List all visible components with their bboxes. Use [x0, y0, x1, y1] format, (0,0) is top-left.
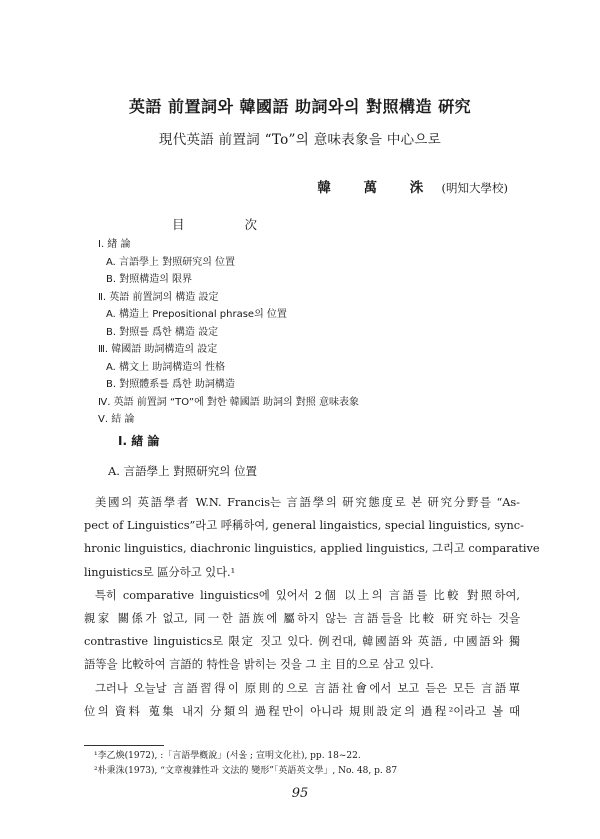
body-line: pect of Linguistics”라고 呼稱하여, general lingaistics, special linguistics, sync- — [84, 519, 524, 533]
page-number: 95 — [291, 786, 309, 801]
toc-item: A. 構文上 助詞構造의 性格 — [106, 361, 226, 373]
paper-title: 英語 前置詞와 韓國語 助詞와의 對照構造 硏究 — [128, 97, 472, 116]
body-paragraphs — [84, 491, 540, 723]
body-line: 位의 資料 蒐集 내지 分類의 過程만이 아니라 規則設定의 過程²이라고 볼 때 — [84, 704, 520, 718]
body-line: hronic linguistics, diachronic linguistics, applied linguistics, 그리고 comparative — [84, 542, 540, 556]
toc-item: A. 構造上 Prepositional phrase의 位置 — [106, 309, 287, 320]
author-name: 韓 萬 洙 — [317, 180, 438, 196]
subsection-heading: A. 言語學上 對照研究의 位置 — [108, 464, 258, 478]
toc-item: Ⅳ. 英語 前置詞 “TO”에 對한 韓國語 助詞의 對照 意味表象 — [98, 396, 359, 408]
section-heading: Ⅰ. 緖 論 — [118, 434, 160, 448]
body-line: 특히 comparative linguistics에 있어서 2個 以上의 言語를 比較 對照하여, — [95, 588, 520, 602]
body-line: 美國의 英語學者 W.N. Francis는 言語學의 研究態度로 본 研究分野를 “As- — [95, 496, 520, 509]
author-affiliation: (明知大學校) — [441, 181, 508, 195]
footnote-divider — [84, 745, 164, 746]
table-of-contents — [98, 236, 359, 429]
footnote-1: ¹李乙煥(1972), :「言語學槪說」(서울 ; 宣明文化社), pp. 18~22. — [94, 751, 361, 761]
toc-item: Ⅰ. 緖 論 — [98, 239, 131, 250]
toc-item: B. 對照構造의 限界 — [106, 274, 193, 285]
toc-item: Ⅱ. 英語 前置詞의 構造 設定 — [98, 291, 219, 303]
toc-item: Ⅲ. 韓國語 助詞構造의 設定 — [98, 344, 218, 355]
footnotes — [94, 749, 397, 779]
author-line — [317, 176, 508, 196]
toc-item: B. 對照體系를 爲한 助詞構造 — [106, 379, 235, 390]
body-line: contrastive linguistics로 限定 짓고 있다. 例컨대, 韓國語와 英語, 中國語와 獨 — [84, 635, 520, 649]
body-line: 親家 關係가 없고, 同一한 語族에 屬하지 않는 言語들을 比較 研究하는 것을 — [84, 612, 520, 626]
footnote-2: ²朴秉洙(1973), “文章複雜性과 文法的 變形”「英語英文學」, No. 48, p. 87 — [94, 766, 398, 776]
toc-item: B. 對照를 爲한 構造 設定 — [106, 326, 219, 338]
body-line: linguistics로 區分하고 있다.¹ — [84, 565, 236, 579]
toc-heading: 目 次 — [172, 217, 285, 232]
toc-item: A. 言語學上 對照研究의 位置 — [106, 256, 236, 268]
paper-subtitle: 現代英語 前置詞 “To”의 意味表象을 中心으로 — [158, 132, 442, 148]
body-line: 그러나 오늘날 言語習得이 原則的으로 言語社會에서 보고 듣은 모든 言語單 — [95, 681, 520, 695]
toc-item: Ⅴ. 結 論 — [98, 414, 135, 425]
body-line: 語等을 比較하여 言語的 特性을 밝히는 것을 그 主 目的으로 삼고 있다. — [84, 658, 434, 672]
